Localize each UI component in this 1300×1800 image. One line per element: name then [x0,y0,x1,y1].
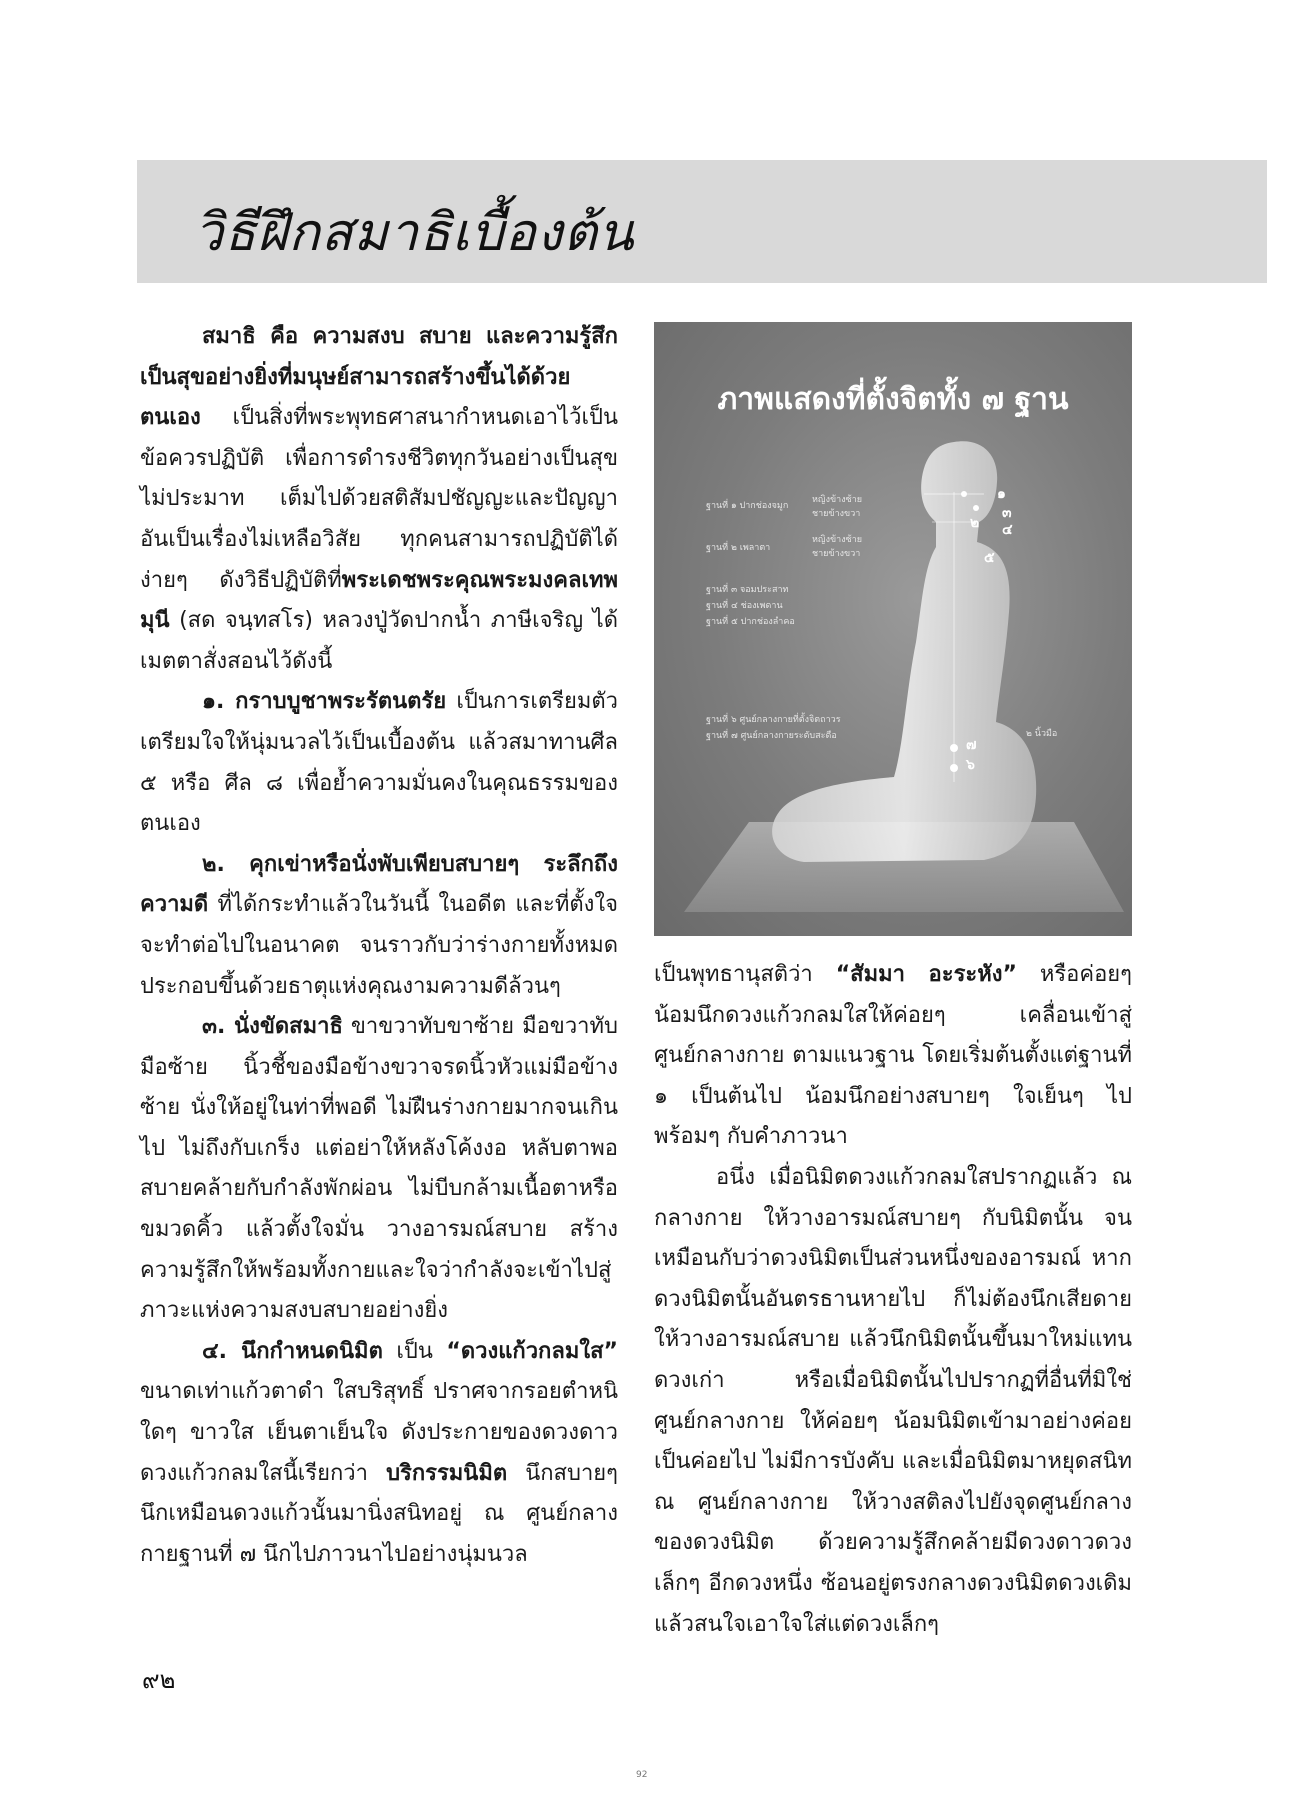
right-column [654,955,1132,1645]
label-base-7: ฐานที่ ๗ ศูนย์กลางกายระดับสะดือ [706,731,837,741]
step-4-text-a: เป็น [382,1338,447,1364]
intro-paragraph [140,317,618,682]
step-4-paragraph [140,1332,618,1576]
step-1-text: เป็นการเตรียมตัวเตรียมใจให้นุ่มนวลไว้เป็นเบื้องต้น แล้วสมาทานศีล ๕ หรือ ศีล ๘ เพื่อย้ำความมั่นคงในคุณธรรมของตนเอง [140,689,618,837]
footer-page-number: 92 [636,1770,648,1780]
step-1-heading: ๑. กราบบูชาพระรัตนตรัย [202,689,447,715]
nimitta-paragraph: อนึ่ง เมื่อนิมิตดวงแก้วกลมใสปรากฏแล้ว ณ กลางกาย ให้วางอารมณ์สบายๆ กับนิมิตนั้น จนเหมือนกับว่าดวงนิมิตเป็นส่วนหนึ่งของอารมณ์ หากดวงนิมิตนั้นอันตรธานหายไป ก็ไม่ต้องนึกเสียดาย ให้วางอารมณ์สบาย แล้วนึกนิมิตนั้นขึ้นมาใหม่แทนดวงเก่า หรือเมื่อนิมิตนั้นไปปรากฏที่อื่นที่มิใช่ศูนย์กลางกาย ให้ค่อยๆ น้อมนิมิตเข้ามาอย่างค่อยเป็นค่อยไป ไม่มีการบังคับ และเมื่อนิมิตมาหยุดสนิท ณ ศูนย์กลางกาย ให้วางสติลงไปยังจุดศูนย์กลางของดวงนิมิต ด้วยความรู้สึกคล้ายมีดวงดาวดวงเล็กๆ อีกดวงหนึ่ง ซ้อนอยู่ตรงกลางดวงนิมิตดวงเดิม แล้วสนใจเอาใจใส่แต่ดวงเล็กๆ [654,1164,1132,1637]
seven-bases-figure [654,322,1132,936]
label-base-2-woman: หญิงข้างซ้าย [812,535,863,545]
label-base-5: ฐานที่ ๕ ปากช่องลำคอ [706,617,795,627]
label-base-1-man: ชายข้างขวา [812,509,861,519]
label-base-6: ฐานที่ ๖ ศูนย์กลางกายที่ตั้งจิตถาวร [706,715,841,725]
left-column [140,317,618,1575]
mantra-term: “สัมมา อะระหัง” [835,962,1017,987]
step-4-heading: ๔. นึกกำหนดนิมิต [202,1338,383,1364]
marker-3: ๓ [1002,505,1012,521]
intro-text-end: (สด จนฺทสโร) หลวงปู่วัดปากน้ำ ภาษีเจริญ ได้เมตตาสั่งสอนไว้ดังนี้ [140,608,618,674]
marker-6: ๖ [966,757,975,773]
continuation-text-a: เป็นพุทธานุสติว่า [654,962,836,987]
page-title: วิธีฝึกสมาธิเบื้องต้น [194,203,635,263]
continuation-paragraph [654,955,1132,1158]
marker-7: ๗ [966,737,977,753]
marker-4: ๔ [1002,522,1013,538]
step-2-paragraph [140,845,618,1007]
step-4-text-b: ขนาดเท่าแก้วตาดำ ใสบริสุทธิ์ ปราศจากรอยตำหนิใดๆ ขาวใส เย็นตาเย็นใจ ดังประกายของดวงดาว ดวงแก้วกลมใสนี้เรียกว่า [140,1379,618,1486]
label-base-1: ฐานที่ ๑ ปากช่องจมูก [706,501,789,511]
step-4-text-c: นึกสบายๆ นึกเหมือนดวงแก้วนั้นมานิ่งสนิทอยู่ ณ ศูนย์กลางกายฐานที่ ๗ นึกไปภาวนาไปอย่างนุ่มนวล [140,1460,619,1567]
title-band [137,160,1267,283]
step-3-heading: ๓. นั่งขัดสมาธิ [202,1014,343,1040]
marker-5: ๕ [984,550,995,566]
intro-bold: สมาธิ คือ ความสงบ สบาย และความรู้สึกเป็นสุขอย่างยิ่งที่มนุษย์สามารถสร้างขึ้นได้ด้วยตนเอง [140,324,618,431]
label-base-3: ฐานที่ ๓ จอมประสาท [706,585,789,595]
step-3-text: ขาขวาทับขาซ้าย มือขวาทับมือซ้าย นิ้วชี้ของมือข้างขวาจรดนิ้วหัวแม่มือข้างซ้าย นั่งให้อยู่ในท่าที่พอดี ไม่ฝืนร่างกายมากจนเกินไป ไม่ถึงกับเกร็ง แต่อย่าให้หลังโค้งงอ หลับตาพอสบายคล้ายกับกำลังพักผ่อน ไม่บีบกล้ามเนื้อตาหรือขมวดคิ้ว แล้วตั้งใจมั่น วางอารมณ์สบาย สร้างความรู้สึกให้พร้อมทั้งกายและใจว่ากำลังจะเข้าไปสู่ภาวะแห่งความสงบสบายอย่างยิ่ง [140,1014,618,1324]
intro-bold-name: พระเดชพระคุณพระมงคลเทพมุนี [140,567,618,634]
page-number: ๙๒ [142,1666,176,1694]
marker-1: ๑ [997,486,1006,502]
figure-title: ภาพแสดงที่ตั้งจิตทั้ง ๗ ฐาน [717,382,1069,417]
label-base-2: ฐานที่ ๒ เพลาตา [706,543,771,553]
step-2-heading: ๒. คุกเข่าหรือนั่งพับเพียบสบายๆ ระลึกถึงความดี [140,851,618,918]
label-base-2-man: ชายข้างขวา [812,549,861,559]
step-2-text: ที่ได้กระทำแล้วในวันนี้ ในอดีต และที่ตั้งใจจะทำต่อไปในอนาคต จนราวกับว่าร่างกายทั้งหมดประกอบขึ้นด้วยธาตุแห่งคุณงามความดีล้วนๆ [140,892,618,999]
marker-2: ๒ [970,515,980,531]
intro-text: เป็นสิ่งที่พระพุทธศาสนากำหนดเอาไว้เป็นข้อควรปฏิบัติ เพื่อการดำรงชีวิตทุกวันอย่างเป็นสุข ไม่ประมาท เต็มไปด้วยสติสัมปชัญญะและปัญญา อันเป็นเรื่องไม่เหลือวิสัย ทุกคนสามารถปฏิบัติได้ง่ายๆ ดังวิธีปฏิบัติที่ [140,405,618,593]
step-4-nimitta-term: บริกรรมนิมิต [386,1460,508,1486]
label-base-1-woman: หญิงข้างซ้าย [812,495,863,505]
step-4-crystal-term: “ดวงแก้วกลมใส” [446,1338,618,1364]
seated-figure-illustration [654,322,1132,936]
continuation-text-b: หรือค่อยๆ น้อมนึกดวงแก้วกลมใสให้ค่อยๆ เคลื่อนเข้าสู่ศูนย์กลางกาย ตามแนวฐาน โดยเริ่มต้นตั้งแต่ฐานที่ ๑ เป็นต้นไป น้อมนึกอย่างสบายๆ ใจเย็นๆ ไปพร้อมๆ กับคำภาวนา [654,962,1132,1150]
step-1-paragraph [140,682,618,844]
label-base-4: ฐานที่ ๔ ช่องเพดาน [706,601,783,611]
label-two-fingers: ๒ นิ้วมือ [1026,729,1058,739]
step-3-paragraph [140,1007,618,1332]
